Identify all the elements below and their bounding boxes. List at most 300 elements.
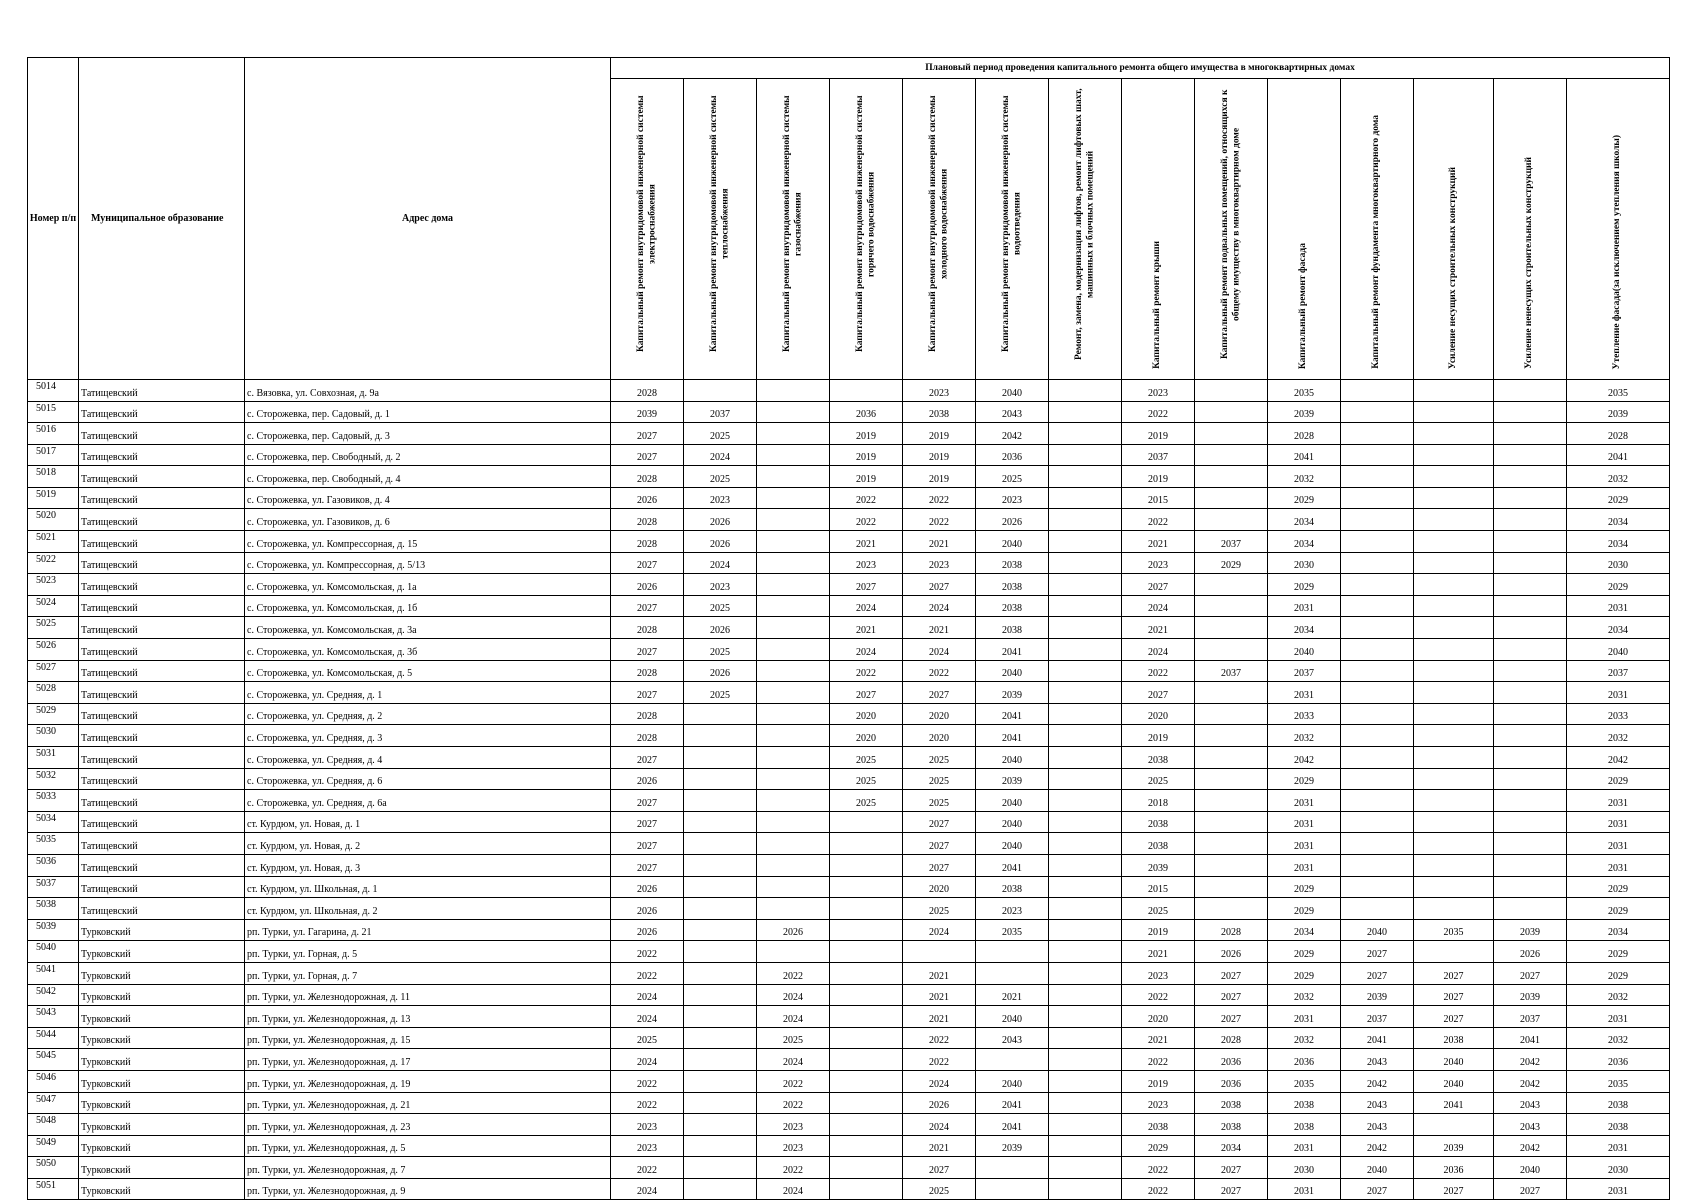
year-cell: 2024 (903, 595, 976, 617)
municipality-cell: Татищевский (79, 703, 245, 725)
year-cell: 2027 (1341, 962, 1414, 984)
year-cell: 2041 (976, 703, 1049, 725)
year-cell: 2034 (1567, 617, 1670, 639)
year-cell (1341, 466, 1414, 488)
municipality-cell: Татищевский (79, 876, 245, 898)
year-cell: 2024 (757, 1178, 830, 1200)
year-cell: 2027 (830, 682, 903, 704)
year-cell (684, 962, 757, 984)
year-cell (1049, 941, 1122, 963)
year-cell: 2019 (1122, 1070, 1195, 1092)
table-row (28, 401, 1670, 423)
year-cell: 2036 (1414, 1157, 1494, 1179)
address-cell: с. Сторожевка, ул. Средняя, д. 6 (245, 768, 611, 790)
year-cell: 2039 (1122, 854, 1195, 876)
year-cell: 2028 (1268, 423, 1341, 445)
row-number-cell: 5018 (28, 466, 79, 488)
row-number-cell: 5044 (28, 1027, 79, 1049)
year-cell (1049, 811, 1122, 833)
year-cell (830, 984, 903, 1006)
year-cell (684, 1006, 757, 1028)
year-cell (1341, 854, 1414, 876)
year-cell (1049, 401, 1122, 423)
year-cell: 2027 (1494, 962, 1567, 984)
year-cell (1494, 833, 1567, 855)
year-cell: 2028 (611, 703, 684, 725)
year-cell: 2042 (1341, 1070, 1414, 1092)
year-cell: 2039 (1567, 401, 1670, 423)
address-cell: с. Сторожевка, ул. Средняя, д. 4 (245, 747, 611, 769)
year-cell: 2023 (903, 379, 976, 401)
year-cell (830, 379, 903, 401)
address-cell: с. Сторожевка, пер. Садовый, д. 3 (245, 423, 611, 445)
year-cell: 2029 (1268, 487, 1341, 509)
address-cell: с. Сторожевка, пер. Садовый, д. 1 (245, 401, 611, 423)
year-cell: 2041 (1341, 1027, 1414, 1049)
year-cell (684, 898, 757, 920)
year-cell: 2029 (1268, 574, 1341, 596)
year-cell (1341, 747, 1414, 769)
year-cell: 2028 (1195, 919, 1268, 941)
address-cell: рп. Турки, ул. Железнодорожная, д. 13 (245, 1006, 611, 1028)
column-header-work-5 (903, 79, 976, 380)
year-cell: 2022 (903, 487, 976, 509)
row-number-cell: 5043 (28, 1006, 79, 1028)
year-cell (1494, 595, 1567, 617)
year-cell: 2024 (830, 595, 903, 617)
municipality-cell: Татищевский (79, 595, 245, 617)
address-cell: рп. Турки, ул. Железнодорожная, д. 21 (245, 1092, 611, 1114)
year-cell (757, 444, 830, 466)
table-row (28, 531, 1670, 553)
year-cell: 2026 (611, 487, 684, 509)
year-cell: 2021 (903, 1135, 976, 1157)
year-cell (1195, 833, 1268, 855)
year-cell (1195, 854, 1268, 876)
year-cell (1341, 444, 1414, 466)
year-cell (757, 941, 830, 963)
year-cell: 2021 (903, 531, 976, 553)
address-cell: ст. Курдюм, ул. Новая, д. 3 (245, 854, 611, 876)
year-cell: 2025 (1122, 768, 1195, 790)
year-cell: 2031 (1268, 682, 1341, 704)
year-cell (1414, 531, 1494, 553)
year-cell: 2023 (1122, 552, 1195, 574)
year-cell (1195, 509, 1268, 531)
year-cell: 2042 (1494, 1049, 1567, 1071)
year-cell: 2029 (1268, 898, 1341, 920)
year-cell (757, 379, 830, 401)
year-cell (1195, 790, 1268, 812)
year-cell: 2036 (1567, 1049, 1670, 1071)
year-cell: 2042 (1268, 747, 1341, 769)
year-cell: 2039 (1341, 984, 1414, 1006)
year-cell (684, 379, 757, 401)
year-cell (684, 919, 757, 941)
year-cell (1049, 1178, 1122, 1200)
year-cell: 2019 (830, 423, 903, 445)
year-cell: 2022 (757, 962, 830, 984)
year-cell: 2034 (1567, 509, 1670, 531)
year-cell: 2023 (757, 1114, 830, 1136)
year-cell (830, 1092, 903, 1114)
year-cell: 2026 (1195, 941, 1268, 963)
year-cell: 2031 (1567, 595, 1670, 617)
municipality-cell: Татищевский (79, 444, 245, 466)
year-cell: 2028 (611, 379, 684, 401)
municipality-cell: Татищевский (79, 552, 245, 574)
year-cell: 2030 (1567, 1157, 1670, 1179)
year-cell: 2020 (1122, 703, 1195, 725)
year-cell: 2038 (1567, 1114, 1670, 1136)
year-cell: 2032 (1567, 1027, 1670, 1049)
year-cell: 2027 (611, 423, 684, 445)
year-cell (1414, 854, 1494, 876)
year-cell: 2034 (1268, 617, 1341, 639)
year-cell (1195, 768, 1268, 790)
year-cell: 2027 (1414, 962, 1494, 984)
year-cell: 2027 (611, 444, 684, 466)
year-cell (757, 595, 830, 617)
year-cell (1341, 790, 1414, 812)
year-cell (1414, 660, 1494, 682)
year-cell: 2027 (1341, 941, 1414, 963)
year-cell: 2022 (611, 1157, 684, 1179)
year-cell (1494, 811, 1567, 833)
year-cell (757, 898, 830, 920)
year-cell (1494, 574, 1567, 596)
row-number-cell: 5032 (28, 768, 79, 790)
year-cell (1341, 660, 1414, 682)
year-cell: 2029 (1567, 898, 1670, 920)
column-header-work-2 (684, 79, 757, 380)
year-cell: 2029 (1122, 1135, 1195, 1157)
table-row (28, 1135, 1670, 1157)
year-cell: 2040 (976, 531, 1049, 553)
year-cell: 2027 (903, 833, 976, 855)
year-cell: 2038 (1122, 811, 1195, 833)
column-header-work-label: Капитальный ремонт внутридомовой инженерной системы холодного водоснабжения (927, 95, 949, 353)
year-cell: 2039 (976, 1135, 1049, 1157)
row-number-cell: 5025 (28, 617, 79, 639)
year-cell: 2039 (611, 401, 684, 423)
year-cell: 2024 (903, 1114, 976, 1136)
year-cell (1341, 768, 1414, 790)
year-cell (1049, 595, 1122, 617)
year-cell: 2040 (976, 660, 1049, 682)
year-cell: 2041 (1414, 1092, 1494, 1114)
column-header-work-label: Капитальный ремонт крыши (1152, 241, 1163, 369)
table-row (28, 919, 1670, 941)
year-cell (1494, 768, 1567, 790)
column-header-work-12 (1414, 79, 1494, 380)
year-cell: 2036 (976, 444, 1049, 466)
municipality-cell: Турковский (79, 1135, 245, 1157)
year-cell: 2032 (1268, 466, 1341, 488)
year-cell: 2035 (1414, 919, 1494, 941)
year-cell: 2021 (830, 617, 903, 639)
year-cell: 2024 (611, 1178, 684, 1200)
year-cell: 2023 (1122, 962, 1195, 984)
year-cell: 2040 (1268, 639, 1341, 661)
year-cell (1049, 876, 1122, 898)
row-number-cell: 5026 (28, 639, 79, 661)
year-cell: 2023 (1122, 1092, 1195, 1114)
year-cell: 2042 (1567, 747, 1670, 769)
row-number-cell: 5038 (28, 898, 79, 920)
year-cell: 2020 (830, 725, 903, 747)
year-cell: 2027 (611, 682, 684, 704)
year-cell: 2038 (1567, 1092, 1670, 1114)
year-cell (757, 747, 830, 769)
municipality-cell: Турковский (79, 984, 245, 1006)
column-header-work-label: Капитальный ремонт внутридомовой инженерной системы электроснабжения (635, 95, 657, 353)
year-cell (1414, 768, 1494, 790)
year-cell: 2032 (1567, 725, 1670, 747)
year-cell: 2038 (1268, 1114, 1341, 1136)
year-cell: 2027 (611, 595, 684, 617)
municipality-cell: Турковский (79, 1178, 245, 1200)
year-cell: 2027 (611, 854, 684, 876)
column-header-work-label: Капитальный ремонт внутридомовой инженерной системы водоотведения (1000, 95, 1022, 353)
year-cell: 2019 (1122, 919, 1195, 941)
table-row (28, 1157, 1670, 1179)
year-cell: 2015 (1122, 487, 1195, 509)
year-cell (1414, 941, 1494, 963)
municipality-cell: Турковский (79, 1114, 245, 1136)
year-cell: 2043 (1341, 1114, 1414, 1136)
year-cell: 2029 (1567, 574, 1670, 596)
year-cell: 2022 (1122, 509, 1195, 531)
row-number-cell: 5027 (28, 660, 79, 682)
year-cell: 2020 (903, 876, 976, 898)
year-cell (830, 898, 903, 920)
year-cell (830, 1114, 903, 1136)
year-cell: 2023 (684, 487, 757, 509)
year-cell: 2034 (1268, 531, 1341, 553)
year-cell: 2036 (830, 401, 903, 423)
year-cell (1049, 660, 1122, 682)
year-cell: 2023 (976, 898, 1049, 920)
year-cell (757, 423, 830, 445)
year-cell: 2037 (1268, 660, 1341, 682)
year-cell: 2028 (611, 660, 684, 682)
year-cell (1049, 1049, 1122, 1071)
address-cell: с. Сторожевка, ул. Компрессорная, д. 15 (245, 531, 611, 553)
row-number-cell: 5033 (28, 790, 79, 812)
table-row (28, 466, 1670, 488)
year-cell: 2026 (684, 531, 757, 553)
table-row (28, 876, 1670, 898)
year-cell (757, 401, 830, 423)
row-number-cell: 5037 (28, 876, 79, 898)
year-cell: 2028 (611, 617, 684, 639)
municipality-cell: Татищевский (79, 898, 245, 920)
table-row (28, 854, 1670, 876)
year-cell (1049, 1114, 1122, 1136)
year-cell: 2020 (830, 703, 903, 725)
year-cell: 2024 (684, 444, 757, 466)
year-cell (830, 941, 903, 963)
year-cell (1414, 682, 1494, 704)
year-cell: 2025 (903, 747, 976, 769)
year-cell (830, 1027, 903, 1049)
year-cell: 2029 (1268, 962, 1341, 984)
year-cell: 2031 (1567, 1178, 1670, 1200)
year-cell (830, 854, 903, 876)
year-cell: 2019 (830, 444, 903, 466)
column-header-work-label: Усиление несущих строительных конструкций (1447, 166, 1458, 369)
year-cell: 2025 (903, 898, 976, 920)
year-cell (757, 574, 830, 596)
year-cell: 2037 (1195, 531, 1268, 553)
year-cell: 2026 (976, 509, 1049, 531)
year-cell: 2025 (684, 639, 757, 661)
year-cell: 2022 (830, 509, 903, 531)
year-cell: 2023 (611, 1135, 684, 1157)
year-cell (757, 466, 830, 488)
address-cell: с. Сторожевка, ул. Комсомольская, д. 3б (245, 639, 611, 661)
year-cell: 2032 (1268, 725, 1341, 747)
year-cell (1341, 401, 1414, 423)
year-cell (1195, 876, 1268, 898)
column-header-work-10 (1268, 79, 1341, 380)
year-cell: 2027 (1122, 682, 1195, 704)
year-cell: 2026 (611, 919, 684, 941)
table-row (28, 1178, 1670, 1200)
table-row (28, 1027, 1670, 1049)
column-header-number: Номер п/п (28, 58, 79, 380)
year-cell (1049, 639, 1122, 661)
municipality-cell: Турковский (79, 941, 245, 963)
table-row (28, 941, 1670, 963)
year-cell: 2024 (1122, 639, 1195, 661)
row-number-cell: 5039 (28, 919, 79, 941)
column-header-work-label: Ремонт, замена, модернизация лифтов, ремонт лифтовых шахт, машинных и блочных помещений (1073, 88, 1095, 360)
year-cell: 2027 (903, 811, 976, 833)
municipality-cell: Татищевский (79, 725, 245, 747)
year-cell: 2025 (976, 466, 1049, 488)
year-cell: 2025 (1122, 898, 1195, 920)
year-cell: 2027 (611, 811, 684, 833)
year-cell: 2041 (1494, 1027, 1567, 1049)
year-cell: 2026 (757, 919, 830, 941)
year-cell: 2026 (684, 617, 757, 639)
year-cell: 2022 (1122, 1157, 1195, 1179)
year-cell: 2035 (1268, 379, 1341, 401)
address-cell: с. Сторожевка, ул. Комсомольская, д. 1б (245, 595, 611, 617)
year-cell: 2030 (1567, 552, 1670, 574)
year-cell: 2027 (1195, 1157, 1268, 1179)
year-cell (1049, 552, 1122, 574)
municipality-cell: Татищевский (79, 854, 245, 876)
year-cell: 2031 (1268, 1135, 1341, 1157)
year-cell: 2026 (1494, 941, 1567, 963)
year-cell: 2035 (1567, 1070, 1670, 1092)
table-row (28, 703, 1670, 725)
year-cell (684, 1157, 757, 1179)
table-row (28, 1049, 1670, 1071)
year-cell (1414, 574, 1494, 596)
table-row (28, 379, 1670, 401)
year-cell: 2027 (1341, 1178, 1414, 1200)
table-row (28, 595, 1670, 617)
year-cell (1195, 898, 1268, 920)
year-cell: 2030 (1268, 552, 1341, 574)
table-row (28, 747, 1670, 769)
year-cell: 2039 (976, 682, 1049, 704)
year-cell (1049, 379, 1122, 401)
year-cell (1414, 552, 1494, 574)
year-cell: 2026 (611, 768, 684, 790)
year-cell (1414, 466, 1494, 488)
year-cell: 2039 (1268, 401, 1341, 423)
year-cell: 2031 (1268, 833, 1341, 855)
year-cell: 2034 (1567, 531, 1670, 553)
year-cell (1494, 725, 1567, 747)
year-cell: 2025 (684, 682, 757, 704)
year-cell: 2041 (1268, 444, 1341, 466)
year-cell (830, 1070, 903, 1092)
table-row (28, 962, 1670, 984)
year-cell (1341, 595, 1414, 617)
year-cell (1414, 639, 1494, 661)
year-cell: 2021 (903, 984, 976, 1006)
year-cell (1341, 531, 1414, 553)
column-header-work-label: Капитальный ремонт фасада (1298, 242, 1309, 369)
year-cell: 2027 (1195, 1178, 1268, 1200)
municipality-cell: Татищевский (79, 574, 245, 596)
table-row (28, 574, 1670, 596)
year-cell: 2025 (830, 747, 903, 769)
year-cell (1049, 1157, 1122, 1179)
address-cell: с. Сторожевка, ул. Средняя, д. 1 (245, 682, 611, 704)
address-cell: с. Сторожевка, ул. Средняя, д. 3 (245, 725, 611, 747)
address-cell: рп. Турки, ул. Горная, д. 7 (245, 962, 611, 984)
year-cell (684, 725, 757, 747)
year-cell: 2024 (757, 1049, 830, 1071)
year-cell (684, 747, 757, 769)
year-cell (1494, 898, 1567, 920)
year-cell (1195, 747, 1268, 769)
year-cell (1341, 682, 1414, 704)
row-number-cell: 5023 (28, 574, 79, 596)
table-header (28, 58, 1670, 380)
year-cell: 2031 (1268, 1178, 1341, 1200)
year-cell (757, 876, 830, 898)
year-cell: 2042 (1494, 1070, 1567, 1092)
column-header-work-label: Капитальный ремонт подвальных помещений, относящихся к общему имуществу в многоквартирном доме (1219, 89, 1241, 359)
year-cell (1049, 854, 1122, 876)
year-cell (757, 509, 830, 531)
year-cell: 2023 (903, 552, 976, 574)
year-cell (1341, 639, 1414, 661)
municipality-cell: Татищевский (79, 768, 245, 790)
municipality-cell: Татищевский (79, 379, 245, 401)
address-cell: рп. Турки, ул. Железнодорожная, д. 15 (245, 1027, 611, 1049)
year-cell (1049, 444, 1122, 466)
year-cell (976, 941, 1049, 963)
year-cell: 2037 (1195, 660, 1268, 682)
year-cell: 2022 (1122, 984, 1195, 1006)
address-cell: рп. Турки, ул. Железнодорожная, д. 19 (245, 1070, 611, 1092)
address-cell: с. Сторожевка, пер. Свободный, д. 4 (245, 466, 611, 488)
year-cell: 2031 (1268, 595, 1341, 617)
row-number-cell: 5016 (28, 423, 79, 445)
year-cell: 2022 (903, 1049, 976, 1071)
year-cell: 2036 (1195, 1070, 1268, 1092)
year-cell: 2024 (830, 639, 903, 661)
